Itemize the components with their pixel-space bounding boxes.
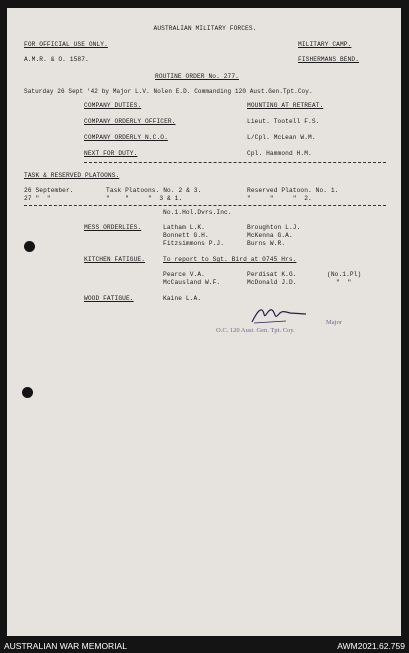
- kitchen-name: McDonald J.D.: [247, 279, 297, 286]
- task-row1-date: 26 September.: [24, 187, 74, 194]
- duty-value-mounting: MOUNTING AT RETREAT.: [247, 102, 324, 109]
- task-heading: TASK & RESERVED PLATOONS.: [24, 172, 120, 179]
- wood-label: WOOD FATIGUE.: [84, 295, 134, 302]
- kitchen-name: Perdisat K.G.: [247, 271, 297, 278]
- camp-label: MILITARY CAMP.: [298, 41, 352, 48]
- kitchen-note: (No.1.Pl): [327, 271, 362, 278]
- divider-1: [84, 162, 386, 163]
- task-row1-reserved: Reserved Platoon. No. 1.: [247, 187, 339, 194]
- mess-name: McKenna G.A.: [247, 232, 293, 239]
- footer-accession-number: AWM2021.62.759: [337, 641, 405, 651]
- amr-reference: A.M.R. & O. 1587.: [24, 56, 89, 63]
- mess-name: Latham L.K.: [163, 224, 205, 231]
- divider-2: [24, 205, 386, 206]
- duty-value-orderly-nco: L/Cpl. McLean W.M.: [247, 134, 316, 141]
- duty-label-next-for-duty: NEXT FOR DUTY.: [84, 150, 138, 157]
- commander-stamp: O.C. 120 Aust. Gen. Tpt. Coy.: [216, 327, 295, 334]
- wood-name: Kaine L.A.: [163, 295, 202, 302]
- duty-label-company-duties: COMPANY DUTIES.: [84, 102, 142, 109]
- task-row2-task: " " " 3 & 1.: [106, 195, 183, 202]
- routine-order-title: ROUTINE ORDER No. 277.: [155, 73, 239, 80]
- punch-hole-upper: [24, 241, 35, 252]
- mess-label: MESS ORDERLIES.: [84, 224, 142, 231]
- duty-value-orderly-officer: Lieut. Tootell F.S.: [247, 118, 320, 125]
- task-row2-reserved: " " " 2.: [247, 195, 312, 202]
- document-title: AUSTRALIAN MILITARY FORCES.: [153, 25, 257, 32]
- mess-name: Burns W.R.: [247, 240, 286, 247]
- mess-name: Bonnett G.H.: [163, 232, 209, 239]
- kitchen-name: Pearce V.A.: [163, 271, 205, 278]
- camp-location: FISHERMANS BEND.: [298, 56, 360, 63]
- official-use-label: FOR OFFICIAL USE ONLY.: [24, 41, 108, 48]
- order-date-line: Saturday 26 Sept '42 by Major L.V. Nolen E.D. Commanding 120 Aust.Gen.Tpt.Coy.: [24, 88, 313, 95]
- kitchen-name: McCausland W.F.: [163, 279, 221, 286]
- footer-institution: AUSTRALIAN WAR MEMORIAL: [4, 641, 127, 651]
- kitchen-note: " ": [336, 279, 352, 286]
- signature-rank: Major: [326, 319, 342, 326]
- mess-name: Broughton L.J.: [247, 224, 301, 231]
- duty-value-next-for-duty: Cpl. Hammond H.M.: [247, 150, 312, 157]
- kitchen-label: KITCHEN FATIGUE.: [84, 256, 146, 263]
- unit-line: No.1.Hol.Dvrs.Inc.: [163, 209, 232, 216]
- punch-hole-lower: [22, 387, 33, 398]
- duty-label-orderly-officer: COMPANY ORDERLY OFFICER.: [84, 118, 176, 125]
- task-row2-date: 27 " ": [24, 195, 51, 202]
- task-row1-task: Task Platoons. No. 2 & 3.: [106, 187, 202, 194]
- signature-mark: [246, 304, 316, 326]
- kitchen-instruction: To report to Sgt. Bird at 0745 Hrs.: [163, 256, 297, 263]
- duty-label-orderly-nco: COMPANY ORDERLY N.C.O.: [84, 134, 168, 141]
- mess-name: Fitzsimmons P.J.: [163, 240, 225, 247]
